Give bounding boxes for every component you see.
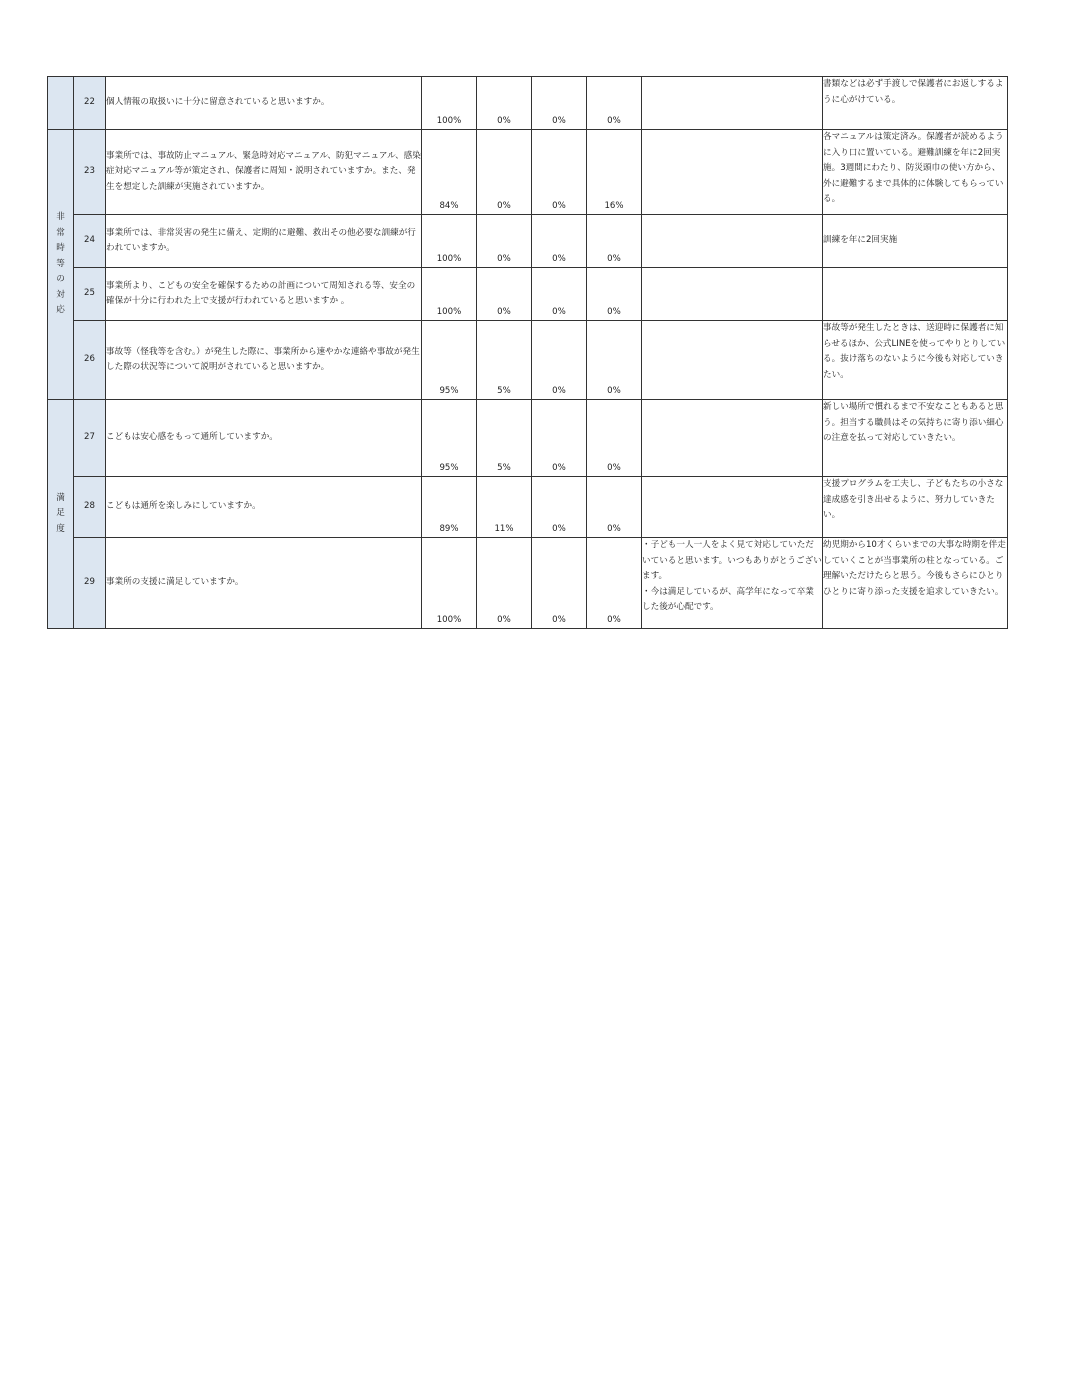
question-text: こどもは安心感をもって通所していますか。 (106, 400, 422, 477)
table-row (48, 538, 1008, 629)
percent-yes: 100% (422, 268, 477, 321)
table-row (48, 477, 1008, 538)
category-label: 満足度 (56, 492, 65, 534)
percent-yes: 84% (422, 130, 477, 215)
percent-neutral: 5% (477, 400, 532, 477)
question-text: 事業所では、事故防止マニュアル、緊急時対応マニュアル、防犯マニュアル、感染症対応マニュアル等が策定され、保護者に周知・説明されていますか。また、発生を想定した訓練が実施されていますか。 (106, 130, 422, 215)
question-text: 個人情報の取扱いに十分に留意されていると思いますか。 (106, 77, 422, 130)
percent-no: 0% (532, 321, 587, 400)
parent-comment-text: ・子ども一人一人をよく見て対応していただいていると思います。いつもありがとうございます。 ・今は満足しているが、高学年になって卒業した後が心配です。 (642, 540, 822, 612)
category-label: 非常時等の対応 (56, 212, 65, 316)
facility-response (823, 400, 1008, 477)
facility-response (823, 268, 1008, 321)
percent-no: 0% (532, 477, 587, 538)
percent-neutral: 0% (477, 77, 532, 130)
category-cell (48, 400, 74, 629)
percent-unknown: 0% (587, 538, 642, 629)
percent-unknown: 16% (587, 130, 642, 215)
percent-yes: 100% (422, 538, 477, 629)
table-row (48, 130, 1008, 215)
table-row (48, 321, 1008, 400)
percent-neutral: 11% (477, 477, 532, 538)
facility-response-text: 幼児期から10才くらいまでの大事な時期を伴走していくことが当事業所の柱となっている。ご理解いただけたらと思う。今後もさらにひとりひとりに寄り添った支援を追求していきたい。 (823, 540, 1006, 597)
percent-unknown: 0% (587, 77, 642, 130)
facility-response-text: 書類などは必ず手渡しで保護者にお返しするように心がけている。 (823, 79, 1004, 105)
percent-unknown: 0% (587, 215, 642, 268)
facility-response-text: 訓練を年に2回実施 (823, 235, 898, 246)
question-number: 23 (74, 130, 106, 215)
facility-response-text: 新しい場所で慣れるまで不安なこともあると思う。担当する職員はその気持ちに寄り添い細心の注意を払って対応していきたい。 (823, 402, 1004, 443)
percent-unknown: 0% (587, 400, 642, 477)
table-row (48, 400, 1008, 477)
facility-response (823, 477, 1008, 538)
question-number: 26 (74, 321, 106, 400)
facility-response-text: 各マニュアルは策定済み。保護者が読めるように入り口に置いている。避難訓練を年に2回実施。3週間にわたり、防災頭巾の使い方から、外に避難するまで具体的に体験してもらっている。 (823, 132, 1004, 204)
parent-comment (642, 268, 823, 321)
category-cell (48, 130, 74, 400)
facility-response (823, 215, 1008, 268)
parent-comment (642, 130, 823, 215)
question-text: 事業所より、こどもの安全を確保するための計画について周知される等、安全の確保が十分に行われた上で支援が行われていると思いますか 。 (106, 268, 422, 321)
percent-yes: 95% (422, 400, 477, 477)
facility-response-text: 支援プログラムを工夫し、子どもたちの小さな達成感を引き出せるように、努力していきたい。 (823, 479, 1004, 520)
question-number: 22 (74, 77, 106, 130)
percent-yes: 89% (422, 477, 477, 538)
table-row (48, 77, 1008, 130)
question-text: 事業所では、非常災害の発生に備え、定期的に避難、救出その他必要な訓練が行われていますか。 (106, 215, 422, 268)
percent-yes: 100% (422, 77, 477, 130)
percent-unknown: 0% (587, 268, 642, 321)
question-text: 事故等（怪我等を含む。）が発生した際に、事業所から速やかな連絡や事故が発生した際の状況等について説明がされていると思いますか。 (106, 321, 422, 400)
percent-no: 0% (532, 400, 587, 477)
parent-comment (642, 477, 823, 538)
percent-neutral: 0% (477, 215, 532, 268)
percent-neutral: 0% (477, 130, 532, 215)
table-row (48, 215, 1008, 268)
facility-response (823, 538, 1008, 629)
parent-comment (642, 400, 823, 477)
parent-comment (642, 77, 823, 130)
question-number: 25 (74, 268, 106, 321)
question-number: 24 (74, 215, 106, 268)
percent-no: 0% (532, 268, 587, 321)
question-number: 28 (74, 477, 106, 538)
percent-unknown: 0% (587, 321, 642, 400)
parent-comment (642, 538, 823, 629)
evaluation-table (47, 76, 1008, 629)
parent-comment (642, 215, 823, 268)
facility-response (823, 321, 1008, 400)
question-text: こどもは通所を楽しみにしていますか。 (106, 477, 422, 538)
percent-neutral: 0% (477, 538, 532, 629)
category-cell (48, 77, 74, 130)
parent-comment (642, 321, 823, 400)
percent-no: 0% (532, 538, 587, 629)
table-row (48, 268, 1008, 321)
facility-response (823, 77, 1008, 130)
question-text: 事業所の支援に満足していますか。 (106, 538, 422, 629)
percent-neutral: 5% (477, 321, 532, 400)
percent-unknown: 0% (587, 477, 642, 538)
question-number: 27 (74, 400, 106, 477)
percent-no: 0% (532, 77, 587, 130)
percent-yes: 100% (422, 215, 477, 268)
question-number: 29 (74, 538, 106, 629)
percent-yes: 95% (422, 321, 477, 400)
facility-response-text: 事故等が発生したときは、送迎時に保護者に知らせるほか、公式LINEを使ってやりとりしている。抜け落ちのないように今後も対応していきたい。 (823, 323, 1006, 380)
facility-response (823, 130, 1008, 215)
percent-no: 0% (532, 215, 587, 268)
percent-no: 0% (532, 130, 587, 215)
percent-neutral: 0% (477, 268, 532, 321)
